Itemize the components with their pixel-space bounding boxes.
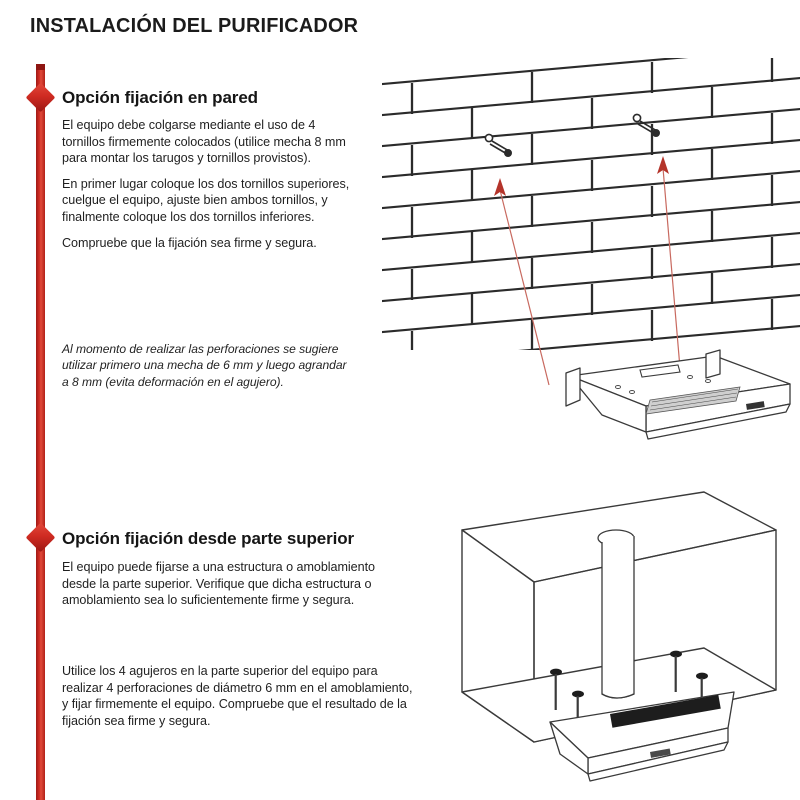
paragraph: En primer lugar coloque los dos tornillos superiores, cuelgue el equipo, ajuste bien ambos tornillos, y finalmente coloque los dos tornillos inferiores. — [62, 176, 350, 224]
section-body2-fijacion-superior — [62, 663, 414, 738]
wall-screw-1 — [485, 134, 511, 156]
section-heading-fijacion-superior: Opción fijación desde parte superior — [62, 529, 355, 548]
section-marker-diamond-2 — [26, 523, 56, 553]
accent-rail-cap — [36, 64, 45, 70]
range-hood-illustration — [540, 340, 800, 470]
section-body-fijacion-superior — [62, 559, 412, 618]
page-title: INSTALACIÓN DEL PURIFICADOR — [30, 14, 359, 37]
cabinet-mount-illustration — [438, 486, 800, 800]
section-marker-diamond-1 — [26, 83, 56, 113]
accent-rail — [36, 64, 45, 800]
paragraph: El equipo debe colgarse mediante el uso de 4 tornillos firmemente colocados (utilice mecha 8 mm para montar los tarugos y tornillos provistos). — [62, 118, 346, 166]
note-paragraph: Al momento de realizar las perforaciones se sugiere utilizar primero una mecha de 6 mm y luego agrandar a 8 mm (evita deformación en el agujero). — [62, 342, 347, 389]
paragraph: El equipo puede fijarse a una estructura o amoblamiento desde la parte superior. Verifique que dicha estructura o amoblamiento sea lo suficientemente firme y segura. — [62, 560, 375, 608]
wall-screw-2 — [633, 114, 659, 136]
section-note-fijacion-pared — [62, 341, 347, 390]
paragraph: Compruebe que la fijación sea firme y segura. — [62, 235, 317, 250]
section-body-fijacion-pared — [62, 117, 352, 260]
section-heading-fijacion-pared: Opción fijación en pared — [62, 88, 258, 107]
duct-pipe — [602, 536, 634, 698]
brick-wall-illustration — [382, 58, 800, 348]
paragraph: Utilice los 4 agujeros en la parte superior del equipo para realizar 4 perforaciones de diámetro 6 mm en el amoblamiento, y fijar firmemente el equipo. Compruebe que el resultado de la fijación sea firme y segura. — [62, 664, 413, 728]
